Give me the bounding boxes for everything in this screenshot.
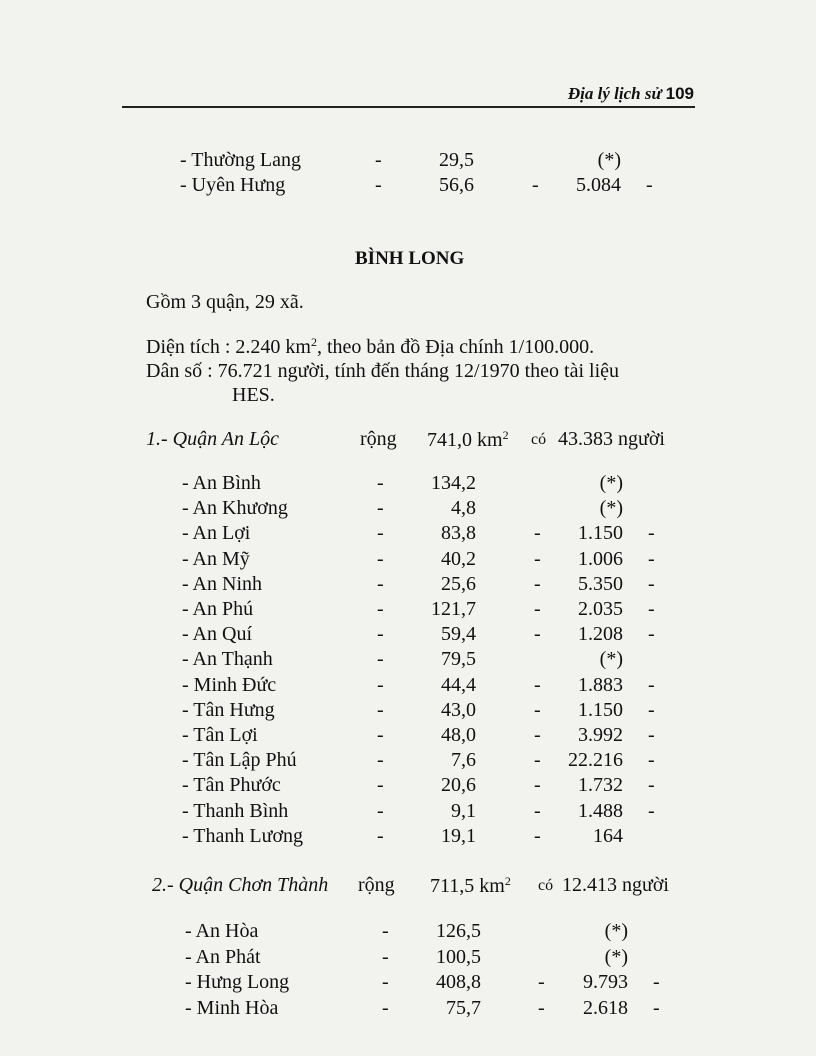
commune-name: - An Bình <box>182 472 261 494</box>
commune-row <box>0 674 816 698</box>
district-1-area-value: 741,0 km <box>427 429 503 451</box>
district-2-header <box>152 874 712 900</box>
commune-row <box>0 749 816 773</box>
dash-separator: - <box>532 174 539 196</box>
dash-separator: - <box>377 648 384 671</box>
commune-name: - An Thạnh <box>182 648 273 671</box>
district-1-area <box>427 428 509 452</box>
commune-name: - Minh Hòa <box>185 996 279 1019</box>
district-2-area-sup: 2 <box>504 874 511 888</box>
commune-area: 121,7 <box>431 598 476 620</box>
commune-population: (*) <box>599 472 623 494</box>
page-number: 109 <box>665 84 694 103</box>
commune-row <box>0 997 816 1021</box>
commune-area: 4,8 <box>451 497 476 520</box>
commune-population: (*) <box>604 920 628 942</box>
dash-separator: - <box>377 724 384 746</box>
area-line-sup: 2 <box>310 335 317 349</box>
dash-separator: - <box>382 971 389 993</box>
dash-separator: - <box>375 149 382 171</box>
commune-area: 9,1 <box>451 799 476 822</box>
dash-separator: - <box>534 547 541 570</box>
district-1-co: có <box>531 431 547 448</box>
dash-separator: - <box>377 673 384 696</box>
dash-separator: - <box>648 673 655 696</box>
dash-separator: - <box>377 572 384 595</box>
dash-separator: - <box>648 598 655 620</box>
commune-name: - Tân Lợi <box>182 724 258 746</box>
commune-area: 40,2 <box>441 547 476 570</box>
commune-row <box>0 724 816 748</box>
commune-population: 1.208 <box>578 623 623 646</box>
dash-separator: - <box>377 799 384 822</box>
commune-name: - An Ninh <box>182 572 262 595</box>
area-line-pre: Diện tích : 2.240 km <box>146 336 311 358</box>
commune-area: 126,5 <box>436 920 481 942</box>
dash-separator: - <box>653 996 660 1019</box>
dash-separator: - <box>534 698 541 721</box>
dash-separator: - <box>648 623 655 646</box>
commune-population: 1.883 <box>578 673 623 696</box>
commune-row <box>0 522 816 546</box>
commune-area: 25,6 <box>441 572 476 595</box>
dash-separator: - <box>377 698 384 721</box>
dash-separator: - <box>377 749 384 772</box>
district-2-area-value: 711,5 km <box>430 875 505 897</box>
commune-area: 79,5 <box>441 648 476 671</box>
district-1-header <box>146 428 706 454</box>
commune-row <box>0 573 816 597</box>
dash-separator: - <box>382 945 389 968</box>
district-2-rong: rộng <box>358 874 395 896</box>
commune-population: 164 <box>593 824 623 847</box>
commune-area: 75,7 <box>446 996 481 1019</box>
commune-population: 2.035 <box>578 598 623 620</box>
dash-separator: - <box>538 996 545 1019</box>
commune-area: 43,0 <box>441 698 476 721</box>
dash-separator: - <box>648 799 655 822</box>
dash-separator: - <box>534 673 541 696</box>
commune-row <box>0 648 816 672</box>
dash-separator: - <box>377 774 384 797</box>
commune-area: 19,1 <box>441 824 476 847</box>
dash-separator: - <box>382 920 389 942</box>
district-2-area <box>430 874 511 898</box>
dash-separator: - <box>648 724 655 746</box>
district-1-label: 1.- Quận An Lộc <box>146 428 279 450</box>
commune-name: - Tân Phước <box>182 774 281 797</box>
commune-name: - Tân Hưng <box>182 698 275 721</box>
dash-separator: - <box>534 799 541 822</box>
dash-separator: - <box>377 598 384 620</box>
dash-separator: - <box>646 174 653 196</box>
district-1-area-sup: 2 <box>502 428 509 442</box>
area-line-post: , theo bản đồ Địa chính 1/100.000. <box>316 336 595 358</box>
dash-separator: - <box>653 971 660 993</box>
dash-separator: - <box>375 174 382 196</box>
commune-row <box>0 174 816 198</box>
commune-row <box>0 699 816 723</box>
commune-name: - Thường Lang <box>180 149 302 171</box>
dash-separator: - <box>648 547 655 570</box>
dash-separator: - <box>377 472 384 494</box>
commune-area: 83,8 <box>441 522 476 545</box>
commune-row <box>0 623 816 647</box>
district-2-label: 2.- Quận Chơn Thành <box>152 874 329 896</box>
commune-row <box>0 800 816 824</box>
commune-area: 7,6 <box>451 749 476 772</box>
commune-name: - An Phú <box>182 598 254 620</box>
commune-population: 1.150 <box>578 698 623 721</box>
commune-population: 9.793 <box>583 971 628 993</box>
running-header <box>568 84 694 104</box>
commune-row <box>0 920 816 944</box>
commune-name: - An Hòa <box>185 920 259 942</box>
commune-area: 29,5 <box>439 149 474 171</box>
commune-row <box>0 497 816 521</box>
commune-area: 44,4 <box>441 673 476 696</box>
district-2-pop: 12.413 người <box>562 874 669 896</box>
commune-row <box>0 548 816 572</box>
commune-name: - Hưng Long <box>185 971 290 993</box>
dash-separator: - <box>534 598 541 620</box>
commune-area: 59,4 <box>441 623 476 646</box>
section-title: BÌNH LONG <box>355 248 465 269</box>
header-title: Địa lý lịch sử <box>567 84 662 103</box>
dash-separator: - <box>534 623 541 646</box>
dash-separator: - <box>377 497 384 520</box>
commune-area: 100,5 <box>436 945 481 968</box>
commune-name: - An Khương <box>182 497 288 520</box>
commune-population: 1.150 <box>578 522 623 545</box>
commune-population: 5.350 <box>578 572 623 595</box>
commune-name: - Thanh Lương <box>182 824 304 847</box>
commune-population: (*) <box>604 945 628 968</box>
dash-separator: - <box>377 824 384 847</box>
dash-separator: - <box>648 572 655 595</box>
commune-population: 22.216 <box>568 749 623 772</box>
commune-name: - An Mỹ <box>182 547 250 570</box>
commune-row <box>0 946 816 970</box>
dash-separator: - <box>534 774 541 797</box>
commune-area: 48,0 <box>441 724 476 746</box>
dash-separator: - <box>648 698 655 721</box>
dash-separator: - <box>534 572 541 595</box>
commune-population: 1.488 <box>578 799 623 822</box>
commune-row <box>0 149 816 173</box>
commune-area: 56,6 <box>439 174 474 196</box>
commune-name: - Uyên Hưng <box>180 174 286 196</box>
area-line <box>146 335 594 359</box>
commune-area: 20,6 <box>441 774 476 797</box>
commune-population: (*) <box>599 497 623 520</box>
dash-separator: - <box>377 522 384 545</box>
commune-population: 3.992 <box>578 724 623 746</box>
commune-population: (*) <box>597 149 621 171</box>
commune-name: - An Lợi <box>182 522 251 545</box>
commune-area: 408,8 <box>436 971 481 993</box>
commune-name: - Tân Lập Phú <box>182 749 297 772</box>
dash-separator: - <box>377 547 384 570</box>
commune-population: (*) <box>599 648 623 671</box>
dash-separator: - <box>534 522 541 545</box>
population-line: Dân số : 76.721 người, tính đến tháng 12/1970 theo tài liệu <box>146 360 620 382</box>
population-line-cont: HES. <box>232 384 275 406</box>
commune-name: - An Quí <box>182 623 252 646</box>
commune-name: - Minh Đức <box>182 673 277 696</box>
district-1-pop: 43.383 người <box>558 428 665 450</box>
dash-separator: - <box>648 522 655 545</box>
district-2-co: có <box>538 877 554 894</box>
district-1-rong: rộng <box>360 428 397 450</box>
dash-separator: - <box>534 824 541 847</box>
commune-population: 1.732 <box>578 774 623 797</box>
dash-separator: - <box>648 749 655 772</box>
dash-separator: - <box>382 996 389 1019</box>
dash-separator: - <box>534 749 541 772</box>
commune-area: 134,2 <box>431 472 476 494</box>
commune-population: 5.084 <box>576 174 621 196</box>
commune-row <box>0 774 816 798</box>
intro-line: Gồm 3 quận, 29 xã. <box>146 291 304 313</box>
commune-row <box>0 472 816 496</box>
dash-separator: - <box>648 774 655 797</box>
dash-separator: - <box>534 724 541 746</box>
dash-separator: - <box>538 971 545 993</box>
dash-separator: - <box>377 623 384 646</box>
header-rule <box>122 106 695 108</box>
commune-name: - An Phát <box>185 945 261 968</box>
commune-population: 2.618 <box>583 996 628 1019</box>
commune-row <box>0 971 816 995</box>
commune-row <box>0 598 816 622</box>
commune-row <box>0 825 816 849</box>
commune-name: - Thanh Bình <box>182 799 289 822</box>
commune-population: 1.006 <box>578 547 623 570</box>
